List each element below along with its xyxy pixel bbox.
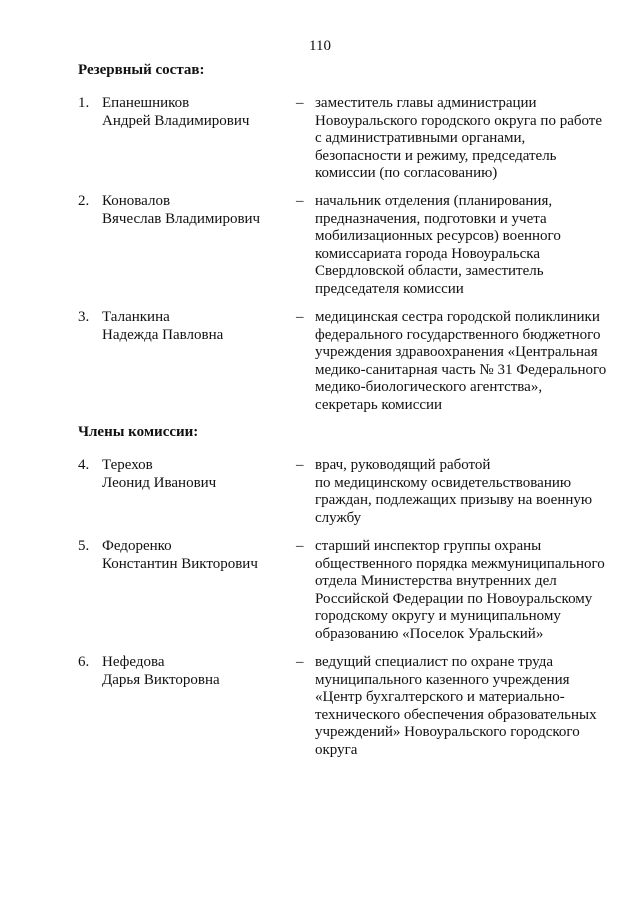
description-line: городскому округу и муниципальному <box>315 608 561 624</box>
description-line: Новоуральского городского округа по работе <box>315 112 602 129</box>
page-number: 110 <box>309 38 331 54</box>
surname: Нефедова <box>102 654 165 670</box>
position-description <box>315 538 618 643</box>
person-name <box>102 457 282 492</box>
surname: Епанешников <box>102 95 190 111</box>
item-number: 6. <box>78 654 90 670</box>
description-line: ведущий специалист по охране труда <box>315 654 553 670</box>
item-number: 5. <box>78 538 90 554</box>
description-line: мобилизационных ресурсов) военного <box>315 228 561 244</box>
description-line: по медицинскому освидетельствованию <box>315 474 572 491</box>
dash: – <box>296 309 304 325</box>
members-heading: Члены комиссии: <box>78 424 199 440</box>
given-names: Андрей Владимирович <box>102 112 250 129</box>
position-description <box>315 193 618 298</box>
dash: – <box>296 654 304 670</box>
description-line: Свердловской области, заместитель <box>315 263 544 279</box>
person-name <box>102 309 282 344</box>
surname: Коновалов <box>102 193 171 209</box>
description-line: секретарь комиссии <box>315 396 443 413</box>
description-line: отдела Министерства внутренних дел <box>315 573 557 589</box>
description-line: общественного порядка межмуниципального <box>315 555 605 572</box>
position-description <box>315 457 618 527</box>
description-line: «Центр бухгалтерского и материально- <box>315 689 565 705</box>
person-name <box>102 654 282 689</box>
description-line: с административными органами, <box>315 130 526 146</box>
item-number: 3. <box>78 309 90 325</box>
description-line: муниципального казенного учреждения <box>315 671 570 688</box>
description-line: технического обеспечения образовательных <box>315 706 597 723</box>
given-names: Вячеслав Владимирович <box>102 210 261 227</box>
description-line: медицинская сестра городской поликлиники <box>315 309 600 325</box>
description-line: службу <box>315 509 362 526</box>
position-description <box>315 309 618 414</box>
item-number: 2. <box>78 193 90 209</box>
description-line: председателя комиссии <box>315 280 464 297</box>
description-line: учреждений» Новоуральского городского <box>315 724 580 740</box>
description-line: Российской Федерации по Новоуральскому <box>315 590 593 607</box>
description-line: образованию «Поселок Уральский» <box>315 625 544 642</box>
description-line: врач, руководящий работой <box>315 457 491 473</box>
description-line: учреждения здравоохранения «Центральная <box>315 344 598 360</box>
dash: – <box>296 457 304 473</box>
surname: Федоренко <box>102 538 172 554</box>
position-description <box>315 654 618 759</box>
description-line: заместитель главы администрации <box>315 95 537 111</box>
given-names: Леонид Иванович <box>102 474 217 491</box>
person-name <box>102 538 282 573</box>
dash: – <box>296 95 304 111</box>
description-line: комиссариата города Новоуральска <box>315 245 540 262</box>
description-line: предназначения, подготовки и учета <box>315 210 547 227</box>
reserve-heading: Резервный состав: <box>78 62 205 78</box>
description-line: медико-санитарная часть № 31 Федерального <box>315 361 607 378</box>
item-number: 4. <box>78 457 90 473</box>
dash: – <box>296 538 304 554</box>
description-line: округа <box>315 741 358 758</box>
surname: Терехов <box>102 457 153 473</box>
given-names: Константин Викторович <box>102 555 258 572</box>
description-line: медико-биологического агентства», <box>315 379 543 395</box>
description-line: начальник отделения (планирования, <box>315 193 553 209</box>
person-name <box>102 193 282 228</box>
description-line: безопасности и режиму, председатель <box>315 147 557 164</box>
given-names: Надежда Павловна <box>102 326 224 343</box>
description-line: федерального государственного бюджетного <box>315 326 601 343</box>
dash: – <box>296 193 304 209</box>
description-line: граждан, подлежащих призыву на военную <box>315 492 593 508</box>
person-name <box>102 95 282 130</box>
position-description <box>315 95 618 183</box>
given-names: Дарья Викторовна <box>102 671 220 688</box>
surname: Таланкина <box>102 309 170 325</box>
description-line: комиссии (по согласованию) <box>315 165 498 181</box>
description-line: старший инспектор группы охраны <box>315 538 542 554</box>
item-number: 1. <box>78 95 90 111</box>
